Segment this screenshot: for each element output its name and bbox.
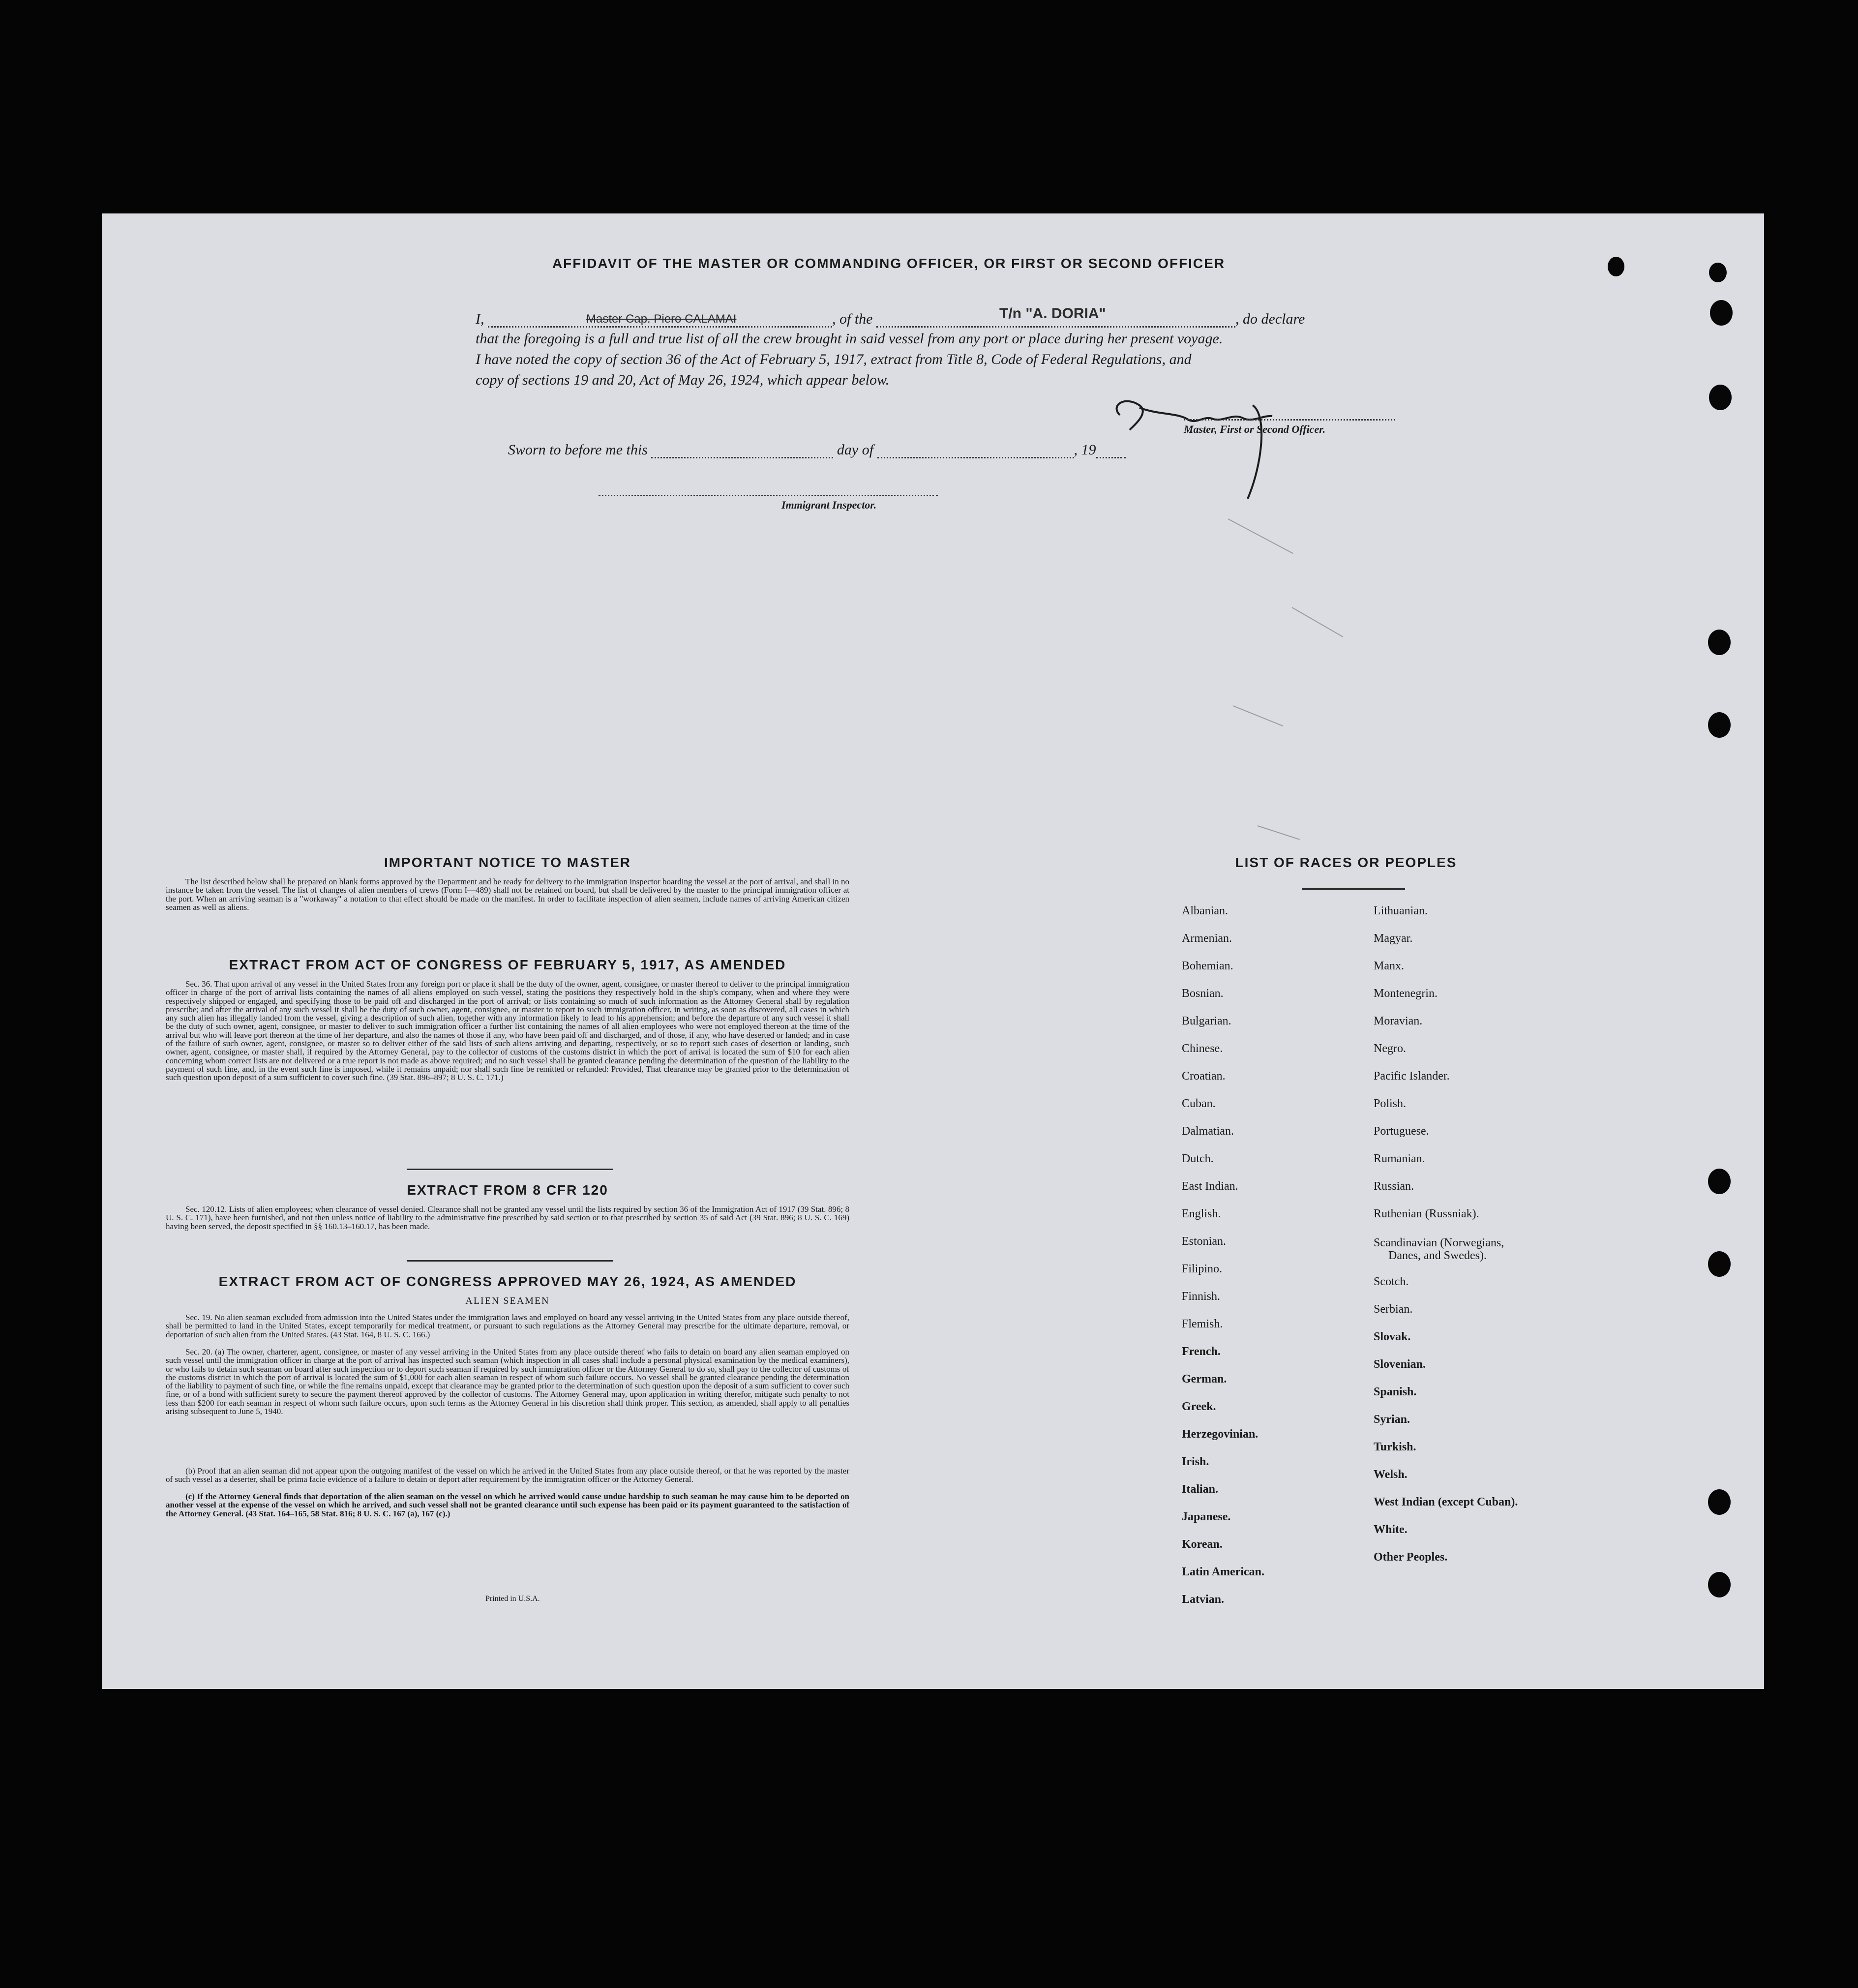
printed-in-note: Printed in U.S.A.	[485, 1595, 540, 1603]
extract-1924-subtitle: ALIEN SEAMEN	[465, 1295, 550, 1306]
race-item: Serbian.	[1374, 1303, 1413, 1316]
race-item: Bosnian.	[1182, 987, 1224, 1000]
race-item: Slovenian.	[1374, 1358, 1426, 1371]
race-item: Other Peoples.	[1374, 1551, 1448, 1564]
race-item: Moravian.	[1374, 1015, 1423, 1027]
section-divider	[407, 1169, 613, 1170]
race-item: Portuguese.	[1374, 1125, 1429, 1138]
sworn-day-field	[651, 442, 833, 458]
punch-hole	[1708, 630, 1731, 655]
extract-1924-sec20b: (b) Proof that an alien seaman did not appear upon the outgoing manifest of the vessel on which he arrived in the United States from any place outside thereof, or that he was reported by the master of such vessel as a deserter, shall be prima facie evidence of a failure to detain or deport after requirement by the immigration officer or the Attorney General.	[166, 1466, 849, 1484]
paper-scratch	[1292, 607, 1344, 637]
extract-1917-text: Sec. 36. That upon arrival of any vessel in the United States from any foreign port or place it shall be the duty of the owner, agent, consignee, or master thereof to deliver to the principal immigration officer in charge of the port of arrival lists containing the names of all aliens employed on such vessel, stating the positions they respectively hold in the ship's company, when and where they were respectively shipped or engaged, and specifying those to be paid off and discharged in the port of arrival; or lists containing so much of such information as the Attorney General shall by regulation prescribe; and after the arrival of any such vessel it shall be the duty of such owner, agent, consignee, or master to report to such immigration officer, in writing, as soon as discovered, all cases in which any such alien has illegally landed from the vessel, giving a description of such alien, together with any information likely to lead to his apprehension; and before the departure of any such vessel it shall be the duty of such owner, agent, consignee, or master to deliver to such immigration officer a further list containing the names of all alien employees who were not employed thereon at the time of the arrival but who will leave port thereon at the time of her departure, and also the names of those if any, who have been paid off and discharged, and of those, if any, who have deserted or landed; and in case of the failure of such owner, agent, consignee, or master so to deliver either of the said lists of such aliens arriving and departing, respectively, or so to report such cases of desertion or landing, such owner, agent, consignee, or master shall, if required by the Attorney General, pay to the collector of customs of the customs district in which the port of arrival is located the sum of $10 for each alien concerning whom correct lists are not delivered or a true report is not made as above required; and no such vessel shall be granted clearance pending the determination of the question of the liability to the payment of such fine, and, in the event such fine is imposed, while it remains unpaid; nor shall such fine be remitted or refunded: Provided, That clearance may be granted prior to the determination of such question upon deposit of a sum sufficient to cover such fine. (39 Stat. 896–897; 8 U. S. C. 171.)	[166, 979, 849, 1083]
race-item: Negro.	[1374, 1042, 1406, 1055]
race-item: West Indian (except Cuban).	[1374, 1496, 1518, 1508]
section-divider	[407, 1260, 613, 1262]
race-item-line: Scandinavian (Norwegians,	[1374, 1236, 1504, 1249]
extract-cfr-text: Sec. 120.12. Lists of alien employees; when clearance of vessel denied. Clearance shall not be granted any vessel until the lists required by section 36 of the Immigration Act of 1917 (39 Stat. 896; 8 U. S. C. 171), have been furnished, and not then unless notice of liability to the administrative fine prescribed by said section or to that prescribed by section 35 of said Act (39 Stat. 896; 8 U. S. C. 169) having been served, the deposit specified in §§ 160.13–160.17, has been made.	[166, 1205, 849, 1231]
races-title: LIST OF RACES OR PEOPLES	[1235, 855, 1457, 870]
punch-hole	[1708, 1489, 1731, 1515]
extract-cfr-title: EXTRACT FROM 8 CFR 120	[407, 1182, 608, 1198]
inspector-caption: Immigrant Inspector.	[781, 499, 877, 511]
race-item: Dalmatian.	[1182, 1125, 1234, 1138]
affidavit-title: AFFIDAVIT OF THE MASTER OR COMMANDING OFFICER, OR FIRST OR SECOND OFFICER	[552, 256, 1226, 271]
signature-line	[1184, 419, 1395, 421]
declaration-line	[476, 305, 1305, 328]
race-item: Ruthenian (Russniak).	[1374, 1207, 1479, 1220]
race-item: Greek.	[1182, 1400, 1216, 1413]
race-item: Japanese.	[1182, 1510, 1231, 1523]
race-item: Montenegrin.	[1374, 987, 1438, 1000]
officer-name-value: Master Cap. Piero CALAMAI	[586, 312, 737, 326]
race-item: English.	[1182, 1207, 1221, 1220]
race-item: Dutch.	[1182, 1152, 1214, 1165]
punch-hole	[1710, 300, 1733, 326]
race-item	[1374, 1228, 1518, 1268]
race-item: Korean.	[1182, 1538, 1223, 1551]
races-divider	[1302, 888, 1405, 890]
statement-line-2: I have noted the copy of section 36 of the Act of February 5, 1917, extract from Title 8, Code of Federal Regulations, and	[476, 351, 1192, 367]
punch-hole	[1708, 1251, 1731, 1277]
race-item: Cuban.	[1182, 1097, 1216, 1110]
punch-hole	[1709, 263, 1727, 282]
race-item: Herzegovinian.	[1182, 1428, 1259, 1441]
race-item: Slovak.	[1374, 1330, 1411, 1343]
punch-hole	[1708, 712, 1731, 738]
race-item: Estonian.	[1182, 1235, 1226, 1248]
race-item: Bohemian.	[1182, 960, 1233, 972]
race-item: Turkish.	[1374, 1441, 1416, 1453]
race-item: Scotch.	[1374, 1275, 1409, 1288]
race-item: Manx.	[1374, 960, 1404, 972]
paper-scratch	[1233, 705, 1284, 726]
extract-1924-sec20a: Sec. 20. (a) The owner, charterer, agent, consignee, or master of any vessel arriving in the United States from any place outside thereof who fails to detain on board any alien seaman employed on such vessel until the immigration officer in charge at the port of arrival has inspected such seaman (which inspection in all cases shall include a personal physical examination by the medical examiners), or who fails to detain such seaman on board after such inspection or to deport such seaman if required by such immigration officer or the Attorney General to do so, shall pay to the collector of customs of the customs district in which the port of arrival is located the sum of $1,000 for each alien seaman in respect of whom such failure occurs. No vessel shall be granted clearance pending the determination of the liability to payment of such fine, or while the fine remains unpaid, except that clearance may be granted prior to the determination of such question upon the deposit of a sum sufficient to cover such fine, or of a bond with sufficient surety to secure the payment thereof approved by the collector of customs. The Attorney General may, upon application in writing therefor, mitigate such penalty to not less than $200 for each seaman in respect of whom such failure occurs, upon such terms as the Attorney General in his discretion shall think proper. This section, as amended, shall apply to all penalties arising subsequent to June 5, 1940.	[166, 1347, 849, 1416]
race-item: White.	[1374, 1523, 1408, 1536]
punch-hole	[1708, 1169, 1731, 1194]
race-item: Latvian.	[1182, 1593, 1225, 1606]
race-item: French.	[1182, 1345, 1221, 1358]
race-item: Flemish.	[1182, 1318, 1223, 1330]
of-the-label: , of the	[832, 311, 873, 327]
race-item: Rumanian.	[1374, 1152, 1425, 1165]
race-item: Syrian.	[1374, 1413, 1410, 1426]
i-label: I,	[476, 311, 484, 327]
punch-hole	[1708, 1572, 1731, 1597]
statement-line-1: that the foregoing is a full and true list of all the crew brought in said vessel from any port or place during her present voyage.	[476, 331, 1223, 347]
paper-scratch	[1258, 825, 1300, 840]
race-item: German.	[1182, 1373, 1227, 1386]
race-item: Italian.	[1182, 1483, 1219, 1496]
race-item: Polish.	[1374, 1097, 1407, 1110]
statement-line-3: copy of sections 19 and 20, Act of May 26, 1924, which appear below.	[476, 372, 890, 388]
inspector-line	[599, 495, 938, 496]
year-label: , 19	[1074, 442, 1096, 458]
race-item: Chinese.	[1182, 1042, 1223, 1055]
race-item: Russian.	[1374, 1180, 1414, 1193]
extract-1917-title: EXTRACT FROM ACT OF CONGRESS OF FEBRUARY 5, 1917, AS AMENDED	[229, 957, 786, 972]
vessel-name-value: T/n "A. DORIA"	[999, 305, 1106, 322]
race-item: Bulgarian.	[1182, 1015, 1231, 1027]
sworn-line	[508, 442, 1126, 458]
race-item: Welsh.	[1374, 1468, 1408, 1481]
race-item: Filipino.	[1182, 1263, 1223, 1275]
race-item: Magyar.	[1374, 932, 1413, 945]
sworn-year-field	[1096, 442, 1126, 458]
race-item: East Indian.	[1182, 1180, 1238, 1193]
declare-label: , do declare	[1235, 311, 1305, 327]
race-item: Latin American.	[1182, 1566, 1264, 1578]
race-item: Croatian.	[1182, 1070, 1226, 1083]
paper-scratch	[1228, 518, 1293, 554]
officer-signature	[1105, 386, 1292, 504]
races-right-column	[1374, 897, 1518, 1571]
race-item: Irish.	[1182, 1455, 1209, 1468]
race-item: Spanish.	[1374, 1386, 1417, 1398]
extract-1924-sec20c: (c) If the Attorney General finds that deportation of the alien seaman on the vessel on which he arrived would cause undue hardship to such seaman he may cause him to be deported on another vessel at the expense of the vessel on which he arrived, and such vessel shall not be granted clearance until such expense has been paid or its payment guaranteed to the satisfaction of the Attorney General. (43 Stat. 164–165, 58 Stat. 816; 8 U. S. C. 167 (a), 167 (c).)	[166, 1492, 849, 1518]
document-sheet	[102, 213, 1764, 1689]
race-item: Finnish.	[1182, 1290, 1221, 1303]
race-item: Albanian.	[1182, 904, 1228, 917]
vessel-name-field	[876, 305, 1235, 328]
punch-hole	[1709, 385, 1732, 410]
sworn-label: Sworn to before me this	[508, 442, 648, 458]
notice-title: IMPORTANT NOTICE TO MASTER	[384, 855, 631, 870]
extract-1924-sec19: Sec. 19. No alien seaman excluded from admission into the United States under the immigration laws and employed on board any vessel arriving in the United States from any place outside thereof, shall be permitted to land in the United States, except temporarily for medical treatment, or pursuant to such regulations as the Attorney General may prescribe for the ultimate departure, removal, or deportation of such alien from the United States. (43 Stat. 164, 8 U. S. C. 166.)	[166, 1313, 849, 1339]
signature-caption: Master, First or Second Officer.	[1184, 423, 1326, 435]
race-item: Pacific Islander.	[1374, 1070, 1450, 1083]
extract-1924-title: EXTRACT FROM ACT OF CONGRESS APPROVED MAY 26, 1924, AS AMENDED	[218, 1274, 797, 1289]
race-item: Lithuanian.	[1374, 904, 1428, 917]
race-item-line: Danes, and Swedes).	[1388, 1249, 1487, 1262]
races-left-column	[1182, 897, 1264, 1613]
officer-name-field	[488, 311, 832, 328]
race-item: Armenian.	[1182, 932, 1232, 945]
day-of-label: day of	[837, 442, 874, 458]
notice-text: The list described below shall be prepared on blank forms approved by the Department and be ready for delivery to the immigration inspector boarding the vessel at the port of arrival, and shall in no instance be taken from the vessel. The list of changes of alien members of crews (Form I—489) shall not be retained on board, but shall be delivered by the master to the principal immigration officer at the port. When an arriving seaman is a "workaway" a notation to that effect should be made on the manifest. In order to facilitate inspection of alien seamen, include names of arriving American citizen seamen as well as aliens.	[166, 877, 849, 912]
punch-hole	[1608, 257, 1624, 276]
sworn-month-field	[877, 442, 1074, 458]
